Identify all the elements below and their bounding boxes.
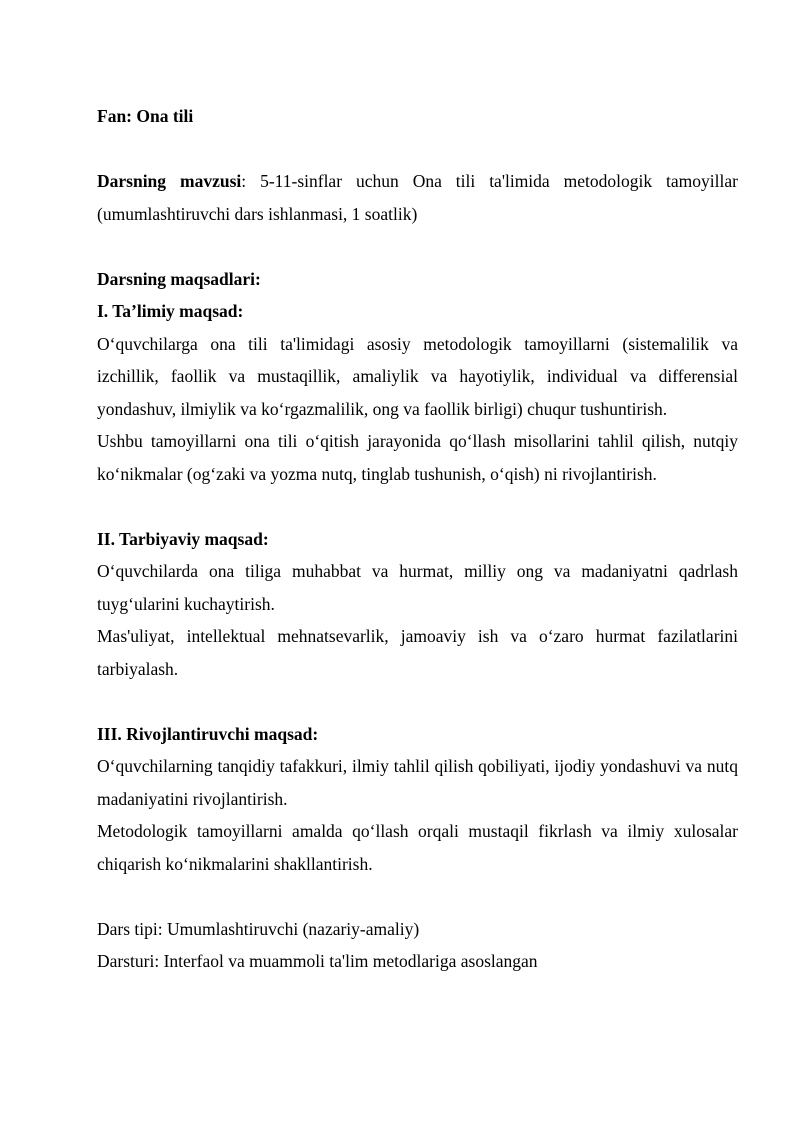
educational-goal-paragraph-2: Ushbu tamoyillarni ona tili o‘qitish jarayonida qo‘llash misollarini tahlil qilish, nutqiy ko‘nikmalar (og‘zaki va yozma nutq, tinglab tushunish, o‘qish) ni rivojlantirish. [97, 431, 738, 484]
spacer [97, 685, 738, 718]
topic-paragraph [97, 165, 738, 230]
upbringing-goal-paragraph-1: O‘quvchilarda ona tiliga muhabbat va hurmat, milliy ong va madaniyatni qadrlash tuyg‘ularini kuchaytirish. [97, 561, 738, 614]
topic-label: Darsning mavzusi [97, 171, 242, 191]
spacer [97, 133, 738, 166]
topic-separator: : [241, 171, 261, 191]
topic-text: 5-11-sinflar uchun Ona tili ta'limida metodologik tamoyillar (umumlashtiruvchi dars ishlanmasi, 1 soatlik) [97, 171, 738, 224]
upbringing-goal-paragraph-2: Mas'uliyat, intellektual mehnatsevarlik, jamoaviy ish va o‘zaro hurmat fazilatlarini tarbiyalash. [97, 626, 738, 679]
subject-line: Fan: Ona tili [97, 106, 194, 126]
goals-heading: Darsning maqsadlari: [97, 268, 261, 289]
educational-goal-paragraph-1: O‘quvchilarga ona tili ta'limidagi asosiy metodologik tamoyillarni (sistemalilik va izchillik, faollik va mustaqillik, amaliylik va hayotiylik, individual va differensial yondashuv, ilmiylik va ko‘rgazmalilik, ong va faollik birligi) chuqur tushuntirish. [97, 333, 738, 419]
developmental-goal-heading: III. Rivojlantiruvchi maqsad: [97, 723, 319, 744]
document-page [97, 100, 738, 978]
developmental-goal-paragraph-2: Metodologik tamoyillarni amalda qo‘llash orqali mustaqil fikrlash va ilmiy xulosalar chiqarish ko‘nikmalarini shakllantirish. [97, 821, 738, 874]
spacer [97, 880, 738, 913]
developmental-goal-paragraph-1: O‘quvchilarning tanqidiy tafakkuri, ilmiy tahlil qilish qobiliyati, ijodiy yondashuvi va nutq madaniyatini rivojlantirish. [97, 756, 738, 809]
lesson-style: Darsturi: Interfaol va muammoli ta'lim metodlariga asoslangan [97, 951, 538, 971]
lesson-type: Dars tipi: Umumlashtiruvchi (nazariy-amaliy) [97, 918, 420, 939]
educational-goal-heading: I. Ta’limiy maqsad: [97, 301, 244, 321]
spacer [97, 490, 738, 523]
spacer [97, 230, 738, 263]
upbringing-goal-heading: II. Tarbiyaviy maqsad: [97, 528, 269, 549]
